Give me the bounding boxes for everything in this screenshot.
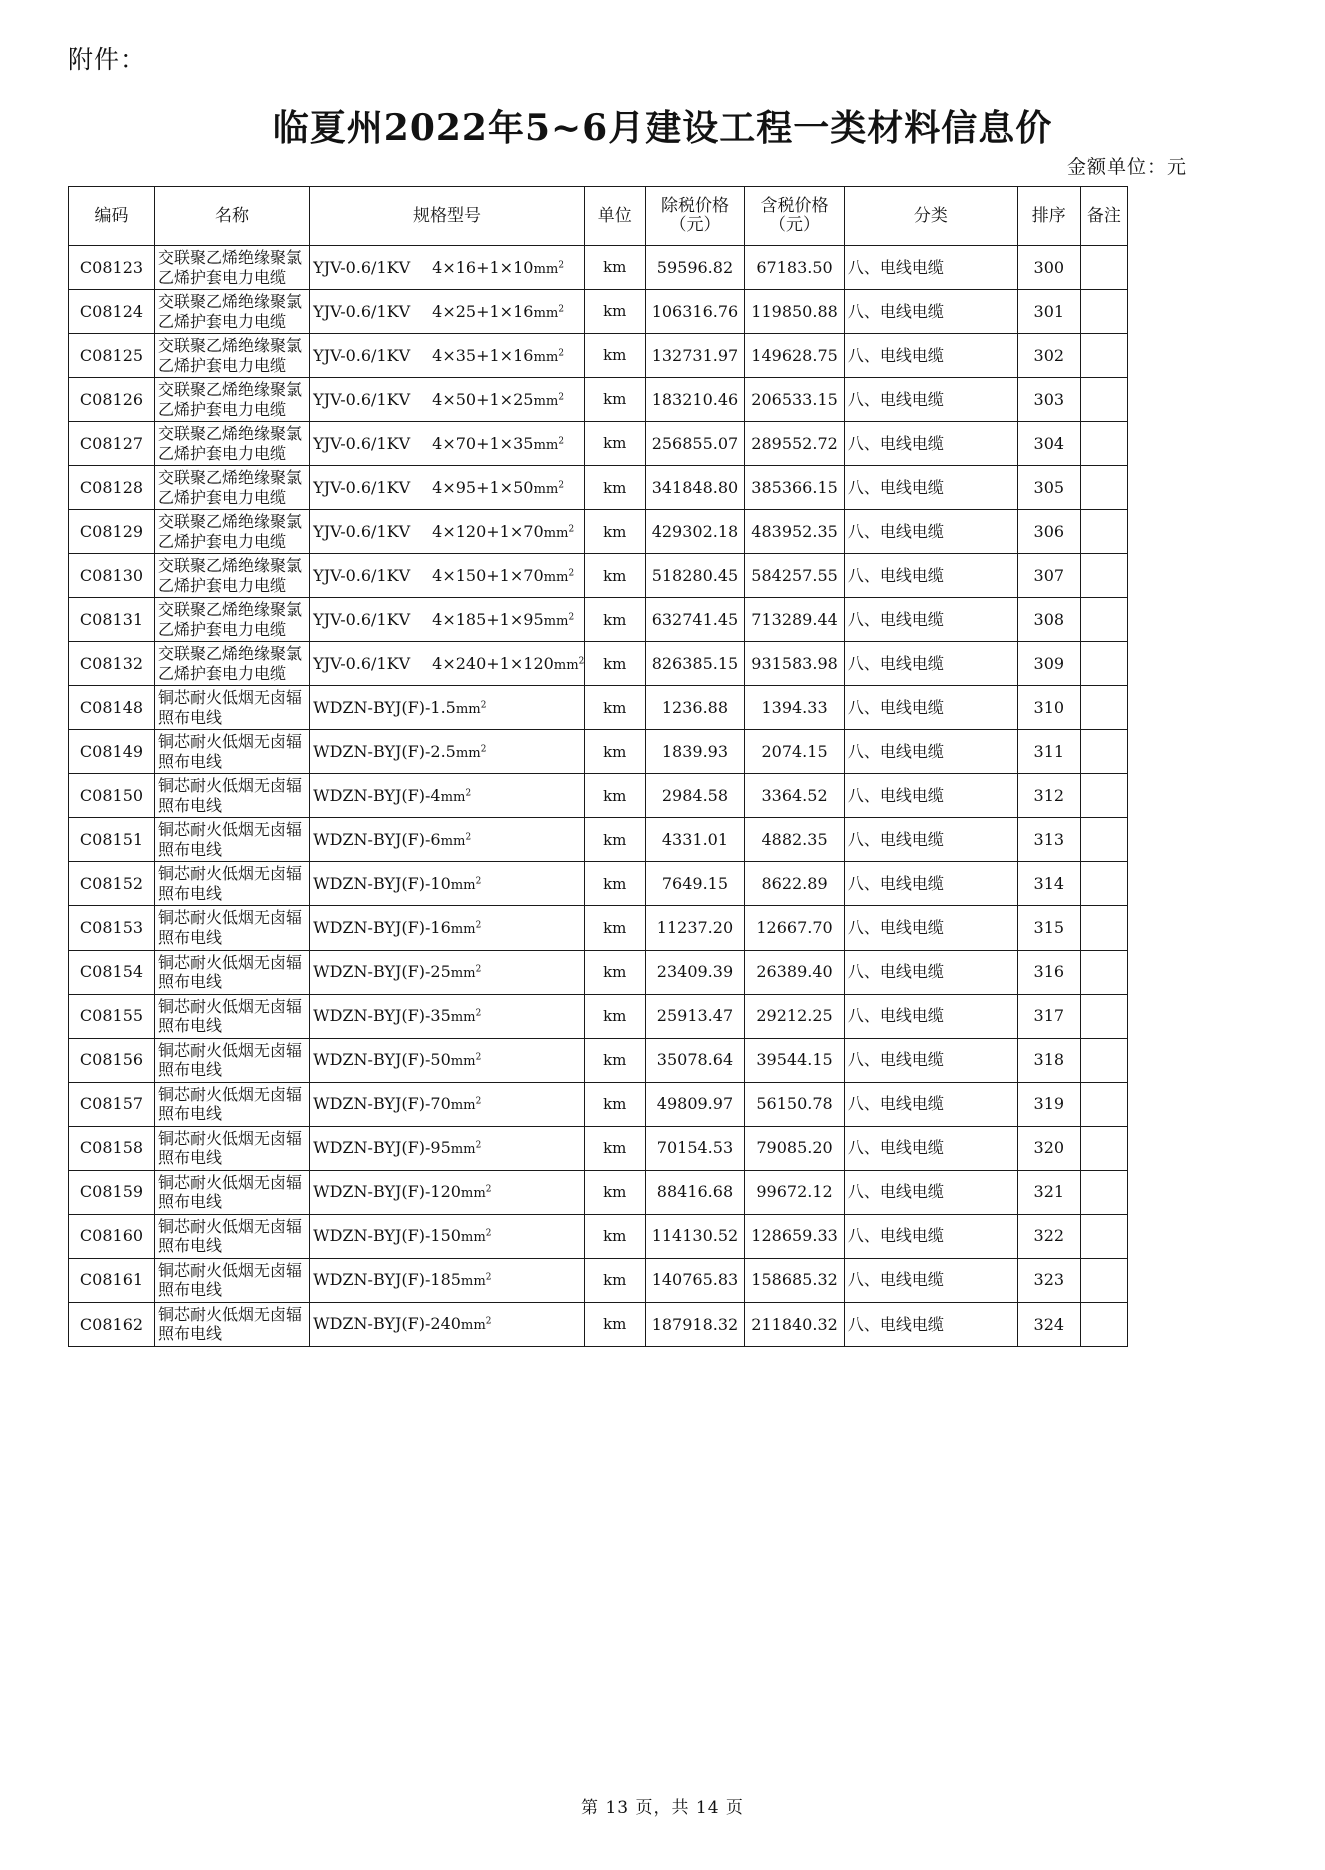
cell-remark [1080,774,1127,818]
cell-price-inc-tax: 211840.32 [745,1302,845,1346]
cell-spec: WDZN-$BYJ(F)-185mm^2$ [310,1258,585,1302]
table-row [69,1170,1128,1214]
table-row [69,862,1128,906]
cell-name: 铜芯耐火低烟无卤辐照布电线 [154,1038,309,1082]
cell-order: 310 [1017,686,1080,730]
cell-price-inc-tax: 79085.20 [745,1126,845,1170]
cell-spec: WDZN-$BYJ(F)-50mm^2$ [310,1038,585,1082]
cell-code: C08130 [69,554,155,598]
cell-unit: km [584,290,645,334]
cell-remark [1080,730,1127,774]
cell-spec: YJV-0.6/1KV $4\times 70+1\times 35mm^2$ [310,422,585,466]
cell-price-inc-tax: 128659.33 [745,1214,845,1258]
cell-order: 306 [1017,510,1080,554]
cell-category: 八、电线电缆 [844,950,1017,994]
cell-price-inc-tax: 713289.44 [745,598,845,642]
cell-unit: km [584,730,645,774]
cell-price-inc-tax: 289552.72 [745,422,845,466]
cell-unit: km [584,862,645,906]
cell-spec: YJV-0.6/1KV $4\times 35+1\times 16mm^2$ [310,334,585,378]
cell-order: 320 [1017,1126,1080,1170]
cell-remark [1080,334,1127,378]
cell-remark [1080,1170,1127,1214]
cell-price-ex-tax: 35078.64 [645,1038,745,1082]
cell-unit: km [584,1258,645,1302]
cell-name: 交联聚乙烯绝缘聚氯乙烯护套电力电缆 [154,334,309,378]
cell-price-ex-tax: 70154.53 [645,1126,745,1170]
cell-spec: WDZN-$BYJ(F)-95mm^2$ [310,1126,585,1170]
cell-price-ex-tax: 632741.45 [645,598,745,642]
cell-spec: WDZN-$BYJ(F)-1.5mm^2$ [310,686,585,730]
cell-price-ex-tax: 2984.58 [645,774,745,818]
cell-name: 铜芯耐火低烟无卤辐照布电线 [154,1302,309,1346]
cell-name: 交联聚乙烯绝缘聚氯乙烯护套电力电缆 [154,422,309,466]
cell-spec: WDZN-$BYJ(F)-16mm^2$ [310,906,585,950]
cell-price-ex-tax: 25913.47 [645,994,745,1038]
table-row [69,774,1128,818]
cell-order: 314 [1017,862,1080,906]
cell-price-ex-tax: 114130.52 [645,1214,745,1258]
cell-order: 316 [1017,950,1080,994]
table-row [69,598,1128,642]
column-header-code: 编码 [69,187,155,246]
cell-order: 318 [1017,1038,1080,1082]
cell-remark [1080,818,1127,862]
cell-name: 铜芯耐火低烟无卤辐照布电线 [154,1126,309,1170]
cell-price-ex-tax: 106316.76 [645,290,745,334]
cell-category: 八、电线电缆 [844,510,1017,554]
table-row [69,378,1128,422]
cell-order: 319 [1017,1082,1080,1126]
cell-spec: YJV-0.6/1KV $4\times 240+1\times 120mm^2$ [310,642,585,686]
page-footer: 第 13 页，共 14 页 [581,1798,744,1818]
cell-order: 307 [1017,554,1080,598]
column-header-price-inc-tax [745,187,845,246]
cell-spec: YJV-0.6/1KV $4\times 150+1\times 70mm^2$ [310,554,585,598]
cell-price-ex-tax: 4331.01 [645,818,745,862]
cell-price-ex-tax: 7649.15 [645,862,745,906]
cell-code: C08159 [69,1170,155,1214]
cell-spec: YJV-0.6/1KV $4\times 120+1\times 70mm^2$ [310,510,585,554]
cell-unit: km [584,1082,645,1126]
table-row [69,334,1128,378]
cell-name: 交联聚乙烯绝缘聚氯乙烯护套电力电缆 [154,598,309,642]
table-row [69,642,1128,686]
cell-code: C08131 [69,598,155,642]
cell-code: C08129 [69,510,155,554]
table-row [69,422,1128,466]
cell-price-ex-tax: 88416.68 [645,1170,745,1214]
cell-name: 铜芯耐火低烟无卤辐照布电线 [154,730,309,774]
cell-name: 铜芯耐火低烟无卤辐照布电线 [154,906,309,950]
cell-code: C08127 [69,422,155,466]
cell-spec: YJV-0.6/1KV $4\times 16+1\times 10mm^2$ [310,246,585,290]
cell-category: 八、电线电缆 [844,862,1017,906]
cell-price-inc-tax: 483952.35 [745,510,845,554]
table-row [69,1258,1128,1302]
cell-category: 八、电线电缆 [844,1214,1017,1258]
table-row [69,686,1128,730]
cell-price-inc-tax: 8622.89 [745,862,845,906]
cell-name: 铜芯耐火低烟无卤辐照布电线 [154,862,309,906]
table-row [69,1038,1128,1082]
column-header-name: 名称 [154,187,309,246]
cell-spec: WDZN-$BYJ(F)-240mm^2$ [310,1302,585,1346]
cell-price-inc-tax: 385366.15 [745,466,845,510]
cell-price-ex-tax: 23409.39 [645,950,745,994]
cell-code: C08157 [69,1082,155,1126]
cell-unit: km [584,510,645,554]
cell-category: 八、电线电缆 [844,818,1017,862]
table-row [69,818,1128,862]
cell-remark [1080,862,1127,906]
cell-code: C08162 [69,1302,155,1346]
cell-remark [1080,1082,1127,1126]
cell-spec: WDZN-$BYJ(F)-35mm^2$ [310,994,585,1038]
cell-price-ex-tax: 140765.83 [645,1258,745,1302]
amount-unit-note: 金额单位：元 [1066,156,1187,178]
cell-name: 交联聚乙烯绝缘聚氯乙烯护套电力电缆 [154,246,309,290]
cell-price-inc-tax: 67183.50 [745,246,845,290]
cell-unit: km [584,774,645,818]
cell-unit: km [584,422,645,466]
cell-name: 交联聚乙烯绝缘聚氯乙烯护套电力电缆 [154,642,309,686]
table-row [69,510,1128,554]
cell-unit: km [584,1170,645,1214]
cell-unit: km [584,466,645,510]
table-row [69,950,1128,994]
cell-code: C08154 [69,950,155,994]
cell-unit: km [584,334,645,378]
cell-category: 八、电线电缆 [844,334,1017,378]
cell-unit: km [584,950,645,994]
cell-price-inc-tax: 26389.40 [745,950,845,994]
cell-price-ex-tax: 1236.88 [645,686,745,730]
cell-code: C08126 [69,378,155,422]
cell-category: 八、电线电缆 [844,730,1017,774]
cell-remark [1080,1038,1127,1082]
cell-remark [1080,1126,1127,1170]
cell-spec: WDZN-$BYJ(F)-25mm^2$ [310,950,585,994]
cell-price-ex-tax: 341848.80 [645,466,745,510]
attachment-label: 附件： [68,45,147,74]
cell-price-inc-tax: 12667.70 [745,906,845,950]
table-row [69,1126,1128,1170]
cell-remark [1080,422,1127,466]
cell-order: 301 [1017,290,1080,334]
cell-price-inc-tax: 3364.52 [745,774,845,818]
cell-spec: WDZN-$BYJ(F)-70mm^2$ [310,1082,585,1126]
cell-code: C08150 [69,774,155,818]
column-header-unit: 单位 [584,187,645,246]
cell-category: 八、电线电缆 [844,1170,1017,1214]
cell-price-ex-tax: 49809.97 [645,1082,745,1126]
cell-price-inc-tax: 584257.55 [745,554,845,598]
cell-category: 八、电线电缆 [844,290,1017,334]
cell-category: 八、电线电缆 [844,1126,1017,1170]
table-row [69,730,1128,774]
cell-remark [1080,1214,1127,1258]
cell-spec: WDZN-$BYJ(F)-120mm^2$ [310,1170,585,1214]
cell-order: 303 [1017,378,1080,422]
cell-name: 铜芯耐火低烟无卤辐照布电线 [154,1258,309,1302]
cell-unit: km [584,1126,645,1170]
cell-remark [1080,642,1127,686]
cell-code: C08158 [69,1126,155,1170]
table-row [69,1214,1128,1258]
material-price-table [68,186,1128,1347]
column-header-order: 排序 [1017,187,1080,246]
cell-category: 八、电线电缆 [844,1038,1017,1082]
cell-price-inc-tax: 29212.25 [745,994,845,1038]
cell-category: 八、电线电缆 [844,378,1017,422]
cell-unit: km [584,246,645,290]
cell-code: C08152 [69,862,155,906]
cell-category: 八、电线电缆 [844,1302,1017,1346]
cell-category: 八、电线电缆 [844,686,1017,730]
cell-unit: km [584,378,645,422]
column-header-price-ex-tax [645,187,745,246]
cell-order: 308 [1017,598,1080,642]
cell-name: 交联聚乙烯绝缘聚氯乙烯护套电力电缆 [154,290,309,334]
cell-price-ex-tax: 518280.45 [645,554,745,598]
cell-spec: YJV-0.6/1KV $4\times 25+1\times 16mm^2$ [310,290,585,334]
table-row [69,466,1128,510]
cell-name: 交联聚乙烯绝缘聚氯乙烯护套电力电缆 [154,510,309,554]
table-row [69,906,1128,950]
cell-price-ex-tax: 11237.20 [645,906,745,950]
cell-remark [1080,598,1127,642]
cell-spec: YJV-0.6/1KV $4\times 95+1\times 50mm^2$ [310,466,585,510]
cell-code: C08149 [69,730,155,774]
column-header-remark: 备注 [1080,187,1127,246]
cell-spec: YJV-0.6/1KV $4\times 185+1\times 95mm^2$ [310,598,585,642]
table-header-row [69,187,1128,246]
cell-price-ex-tax: 59596.82 [645,246,745,290]
cell-remark [1080,906,1127,950]
cell-order: 309 [1017,642,1080,686]
cell-code: C08124 [69,290,155,334]
price-ex-tax-line2: （元） [669,215,721,235]
price-inc-tax-line1: 含税价格 [760,195,829,216]
cell-code: C08125 [69,334,155,378]
column-header-category: 分类 [844,187,1017,246]
cell-name: 交联聚乙烯绝缘聚氯乙烯护套电力电缆 [154,466,309,510]
cell-category: 八、电线电缆 [844,422,1017,466]
cell-order: 317 [1017,994,1080,1038]
cell-category: 八、电线电缆 [844,1258,1017,1302]
cell-code: C08153 [69,906,155,950]
cell-category: 八、电线电缆 [844,774,1017,818]
cell-code: C08155 [69,994,155,1038]
cell-unit: km [584,686,645,730]
cell-price-ex-tax: 1839.93 [645,730,745,774]
cell-name: 交联聚乙烯绝缘聚氯乙烯护套电力电缆 [154,554,309,598]
cell-price-ex-tax: 429302.18 [645,510,745,554]
cell-order: 312 [1017,774,1080,818]
table-row [69,290,1128,334]
cell-unit: km [584,1038,645,1082]
cell-spec: WDZN-$BYJ(F)-6mm^2$ [310,818,585,862]
cell-remark [1080,1302,1127,1346]
cell-remark [1080,994,1127,1038]
cell-name: 铜芯耐火低烟无卤辐照布电线 [154,818,309,862]
cell-name: 铜芯耐火低烟无卤辐照布电线 [154,1214,309,1258]
cell-order: 305 [1017,466,1080,510]
cell-spec: WDZN-$BYJ(F)-10mm^2$ [310,862,585,906]
table-row [69,994,1128,1038]
cell-price-inc-tax: 149628.75 [745,334,845,378]
cell-price-inc-tax: 4882.35 [745,818,845,862]
cell-spec: WDZN-$BYJ(F)-4mm^2$ [310,774,585,818]
cell-unit: km [584,554,645,598]
cell-spec: YJV-0.6/1KV $4\times 50+1\times 25mm^2$ [310,378,585,422]
column-header-spec: 规格型号 [310,187,585,246]
cell-spec: WDZN-$BYJ(F)-2.5mm^2$ [310,730,585,774]
cell-price-ex-tax: 187918.32 [645,1302,745,1346]
cell-price-ex-tax: 132731.97 [645,334,745,378]
cell-price-ex-tax: 183210.46 [645,378,745,422]
cell-price-ex-tax: 256855.07 [645,422,745,466]
cell-category: 八、电线电缆 [844,466,1017,510]
price-inc-tax-line2: （元） [769,215,821,235]
cell-category: 八、电线电缆 [844,246,1017,290]
cell-code: C08128 [69,466,155,510]
cell-remark [1080,466,1127,510]
cell-remark [1080,1258,1127,1302]
cell-name: 铜芯耐火低烟无卤辐照布电线 [154,994,309,1038]
cell-category: 八、电线电缆 [844,994,1017,1038]
cell-price-inc-tax: 2074.15 [745,730,845,774]
cell-name: 铜芯耐火低烟无卤辐照布电线 [154,686,309,730]
cell-order: 300 [1017,246,1080,290]
cell-unit: km [584,818,645,862]
cell-category: 八、电线电缆 [844,1082,1017,1126]
cell-unit: km [584,994,645,1038]
cell-remark [1080,290,1127,334]
table-row [69,246,1128,290]
cell-remark [1080,378,1127,422]
cell-price-inc-tax: 158685.32 [745,1258,845,1302]
table-row [69,554,1128,598]
price-ex-tax-line1: 除税价格 [660,195,729,216]
page-title: 临夏州2022年5~6月建设工程一类材料信息价 [272,107,1053,149]
cell-remark [1080,950,1127,994]
cell-order: 313 [1017,818,1080,862]
table-row [69,1302,1128,1346]
cell-price-inc-tax: 56150.78 [745,1082,845,1126]
cell-name: 交联聚乙烯绝缘聚氯乙烯护套电力电缆 [154,378,309,422]
cell-price-inc-tax: 931583.98 [745,642,845,686]
cell-name: 铜芯耐火低烟无卤辐照布电线 [154,774,309,818]
table-row [69,1082,1128,1126]
cell-category: 八、电线电缆 [844,554,1017,598]
cell-remark [1080,246,1127,290]
cell-price-inc-tax: 1394.33 [745,686,845,730]
cell-order: 315 [1017,906,1080,950]
cell-code: C08132 [69,642,155,686]
cell-code: C08148 [69,686,155,730]
cell-unit: km [584,598,645,642]
cell-code: C08151 [69,818,155,862]
cell-name: 铜芯耐火低烟无卤辐照布电线 [154,1170,309,1214]
cell-remark [1080,686,1127,730]
cell-remark [1080,510,1127,554]
cell-unit: km [584,906,645,950]
cell-order: 324 [1017,1302,1080,1346]
cell-code: C08161 [69,1258,155,1302]
cell-category: 八、电线电缆 [844,642,1017,686]
table-body [69,246,1128,1347]
cell-order: 322 [1017,1214,1080,1258]
cell-order: 302 [1017,334,1080,378]
cell-unit: km [584,642,645,686]
cell-price-inc-tax: 119850.88 [745,290,845,334]
cell-spec: WDZN-$BYJ(F)-150mm^2$ [310,1214,585,1258]
cell-price-ex-tax: 826385.15 [645,642,745,686]
cell-order: 311 [1017,730,1080,774]
cell-unit: km [584,1302,645,1346]
cell-price-inc-tax: 206533.15 [745,378,845,422]
cell-name: 铜芯耐火低烟无卤辐照布电线 [154,1082,309,1126]
cell-remark [1080,554,1127,598]
cell-order: 321 [1017,1170,1080,1214]
cell-code: C08160 [69,1214,155,1258]
cell-code: C08156 [69,1038,155,1082]
cell-category: 八、电线电缆 [844,906,1017,950]
cell-price-inc-tax: 39544.15 [745,1038,845,1082]
cell-code: C08123 [69,246,155,290]
cell-unit: km [584,1214,645,1258]
cell-price-inc-tax: 99672.12 [745,1170,845,1214]
cell-category: 八、电线电缆 [844,598,1017,642]
cell-name: 铜芯耐火低烟无卤辐照布电线 [154,950,309,994]
cell-order: 304 [1017,422,1080,466]
cell-order: 323 [1017,1258,1080,1302]
